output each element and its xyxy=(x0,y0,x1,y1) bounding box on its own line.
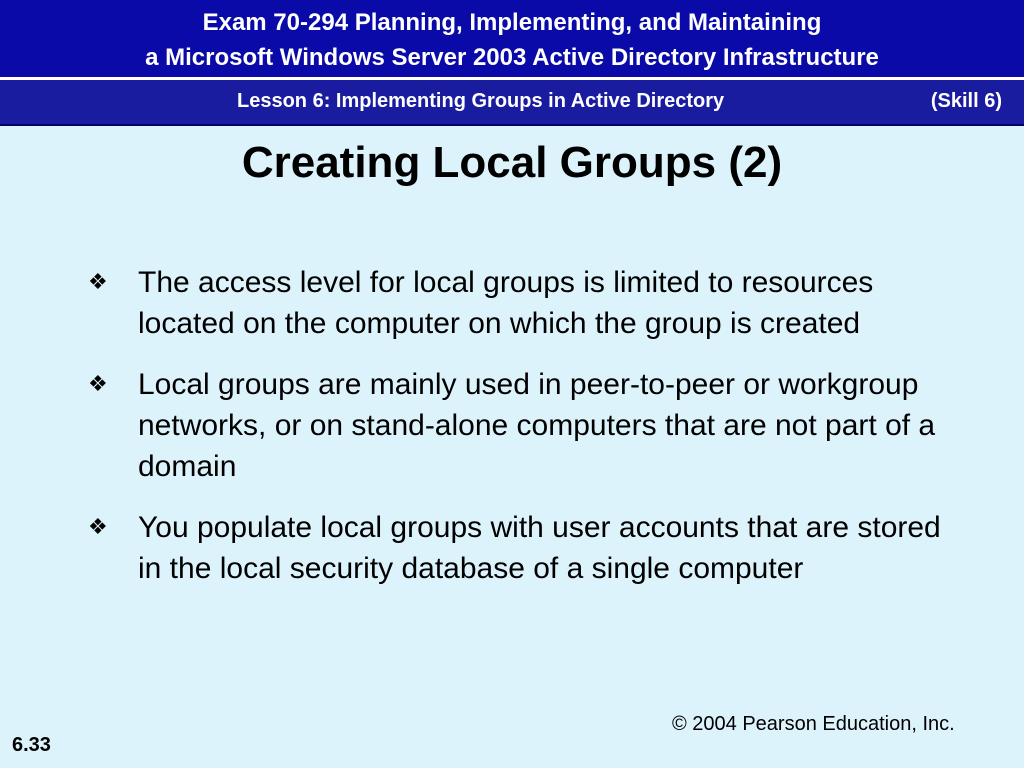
course-header xyxy=(0,0,1024,77)
bullet-item xyxy=(88,364,968,487)
skill-label: (Skill 6) xyxy=(930,90,1002,112)
diamond-quad-icon: ❖ xyxy=(88,372,108,397)
diamond-quad-icon: ❖ xyxy=(88,515,108,540)
slide-number: 6.33 xyxy=(12,734,51,756)
diamond-quad-icon: ❖ xyxy=(88,270,108,295)
header-bottom-rule xyxy=(0,124,1024,126)
bullet-item xyxy=(88,262,968,344)
bullet-text: Local groups are mainly used in peer-to-peer or workgroup networks, or on stand-alone computers that are not part of a domain xyxy=(138,368,936,483)
lesson-title: Lesson 6: Implementing Groups in Active Directory xyxy=(237,90,725,112)
course-title-line2: a Microsoft Windows Server 2003 Active Directory Infrastructure xyxy=(145,44,879,71)
course-title-line1: Exam 70-294 Planning, Implementing, and Maintaining xyxy=(202,9,822,36)
bullet-list xyxy=(88,262,968,609)
slide-title: Creating Local Groups (2) xyxy=(241,138,783,187)
bullet-text: You populate local groups with user accounts that are stored in the local security database of a single computer xyxy=(138,511,941,585)
lesson-bar xyxy=(0,80,1024,124)
copyright-notice: © 2004 Pearson Education, Inc. xyxy=(672,713,955,735)
bullet-item xyxy=(88,507,968,589)
bullet-text: The access level for local groups is limited to resources located on the computer on which the group is created xyxy=(138,266,874,340)
